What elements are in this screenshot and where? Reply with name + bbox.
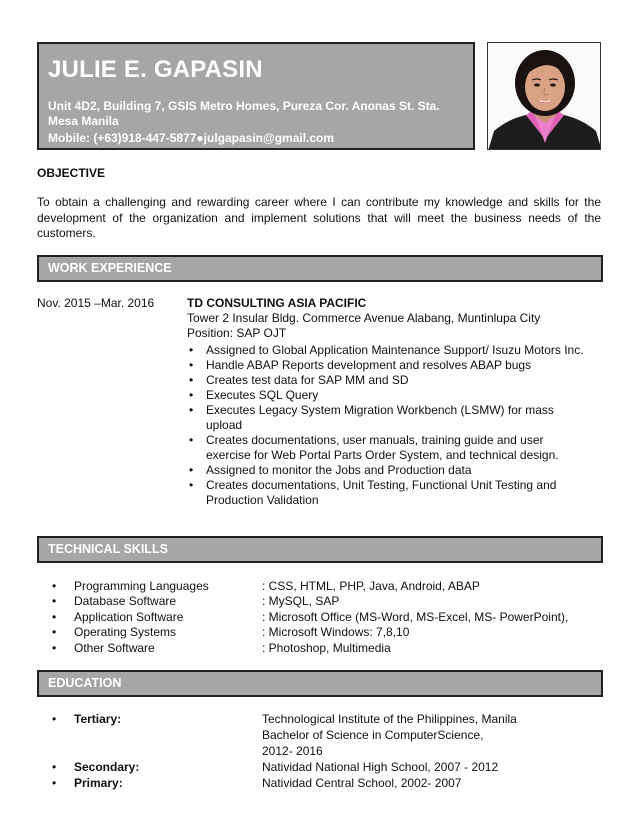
job-entry bbox=[187, 296, 587, 508]
education-header: EDUCATION bbox=[37, 670, 603, 697]
skill-value: : Microsoft Windows: 7,8,10 bbox=[262, 625, 410, 640]
skill-label: Database Software bbox=[74, 594, 177, 609]
bullet-icon: • bbox=[52, 625, 57, 640]
skill-value: : Microsoft Office (MS-Word, MS-Excel, MS- PowerPoint), bbox=[262, 609, 569, 624]
header-box bbox=[37, 42, 475, 150]
education-level: Secondary: bbox=[74, 760, 140, 774]
bullet-icon: • bbox=[52, 712, 57, 726]
job-position: Position: SAP OJT bbox=[187, 326, 287, 340]
list-item: • Assigned to Global Application Maintenance Support/ Isuzu Motors Inc. bbox=[187, 343, 587, 358]
bullet-icon: • bbox=[52, 760, 57, 774]
education-school: Technological Institute of the Philippines, Manila bbox=[262, 712, 517, 726]
list-item: • Executes Legacy System Migration Workbench (LSMW) for mass upload bbox=[187, 403, 587, 433]
profile-photo bbox=[487, 42, 601, 150]
skill-label: Other Software bbox=[74, 640, 155, 655]
bullet-icon: • bbox=[52, 776, 57, 790]
objective-text: To obtain a challenging and rewarding career where I can contribute my knowledge and skills for the development of the organization and implement solutions that will meet the business needs of the customers. bbox=[37, 195, 601, 240]
bullet-icon: • bbox=[52, 609, 57, 624]
work-experience-header: WORK EXPERIENCE bbox=[37, 255, 603, 282]
list-item bbox=[52, 594, 612, 609]
list-item: • Creates documentations, user manuals, training guide and user exercise for Web Portal Parts Order System, and technical design. bbox=[187, 433, 587, 463]
company-address: Tower 2 Insular Bldg. Commerce Avenue Alabang, Muntinlupa City bbox=[187, 311, 541, 325]
bullet-icon: • bbox=[52, 579, 57, 593]
list-item: • Creates documentations, Unit Testing, Functional Unit Testing and Production Validation bbox=[187, 478, 587, 508]
list-item: • Creates test data for SAP MM and SD bbox=[187, 373, 587, 388]
list-item: • Handle ABAP Reports development and resolves ABAP bugs bbox=[187, 358, 587, 373]
applicant-address: Unit 4D2, Building 7, GSIS Metro Homes, Pureza Cor. Anonas St. Sta. Mesa Manila bbox=[48, 99, 440, 128]
list-item: • Assigned to monitor the Jobs and Production data bbox=[187, 463, 587, 478]
skill-label: Programming Languages bbox=[74, 579, 209, 593]
objective-title: OBJECTIVE bbox=[37, 166, 106, 180]
applicant-name: JULIE E. GAPASIN bbox=[48, 56, 263, 83]
skill-label: Application Software bbox=[74, 609, 184, 624]
technical-skills-header: TECHNICAL SKILLS bbox=[37, 536, 603, 563]
education-school: Natividad Central School, 2002- 2007 bbox=[262, 776, 462, 790]
skill-value: : MySQL, SAP bbox=[262, 594, 340, 609]
list-item bbox=[52, 775, 612, 791]
bullet-icon: • bbox=[52, 594, 57, 609]
skills-list bbox=[52, 579, 612, 656]
duties-list bbox=[187, 343, 587, 508]
education-list bbox=[52, 711, 612, 791]
skill-value: : CSS, HTML, PHP, Java, Android, ABAP bbox=[262, 579, 480, 593]
list-item bbox=[52, 759, 612, 775]
skill-value: : Photoshop, Multimedia bbox=[262, 640, 391, 655]
education-level: Primary: bbox=[74, 776, 123, 790]
list-item bbox=[52, 610, 612, 625]
skill-label: Operating Systems bbox=[74, 625, 177, 640]
education-level: Tertiary: bbox=[74, 712, 122, 726]
list-item: • Executes SQL Query bbox=[187, 388, 587, 403]
education-school: Natividad National High School, 2007 - 2012 bbox=[262, 760, 499, 774]
work-dates: Nov. 2015 –Mar. 2016 bbox=[37, 296, 155, 310]
bullet-icon: • bbox=[52, 640, 57, 655]
portrait-image bbox=[488, 43, 601, 150]
list-item bbox=[52, 641, 612, 656]
company-name: TD CONSULTING ASIA PACIFIC bbox=[187, 296, 367, 310]
education-years: 2012- 2016 bbox=[262, 744, 323, 758]
list-item bbox=[52, 579, 612, 594]
education-degree: Bachelor of Science in ComputerScience, bbox=[262, 728, 484, 742]
list-item bbox=[52, 711, 612, 759]
list-item bbox=[52, 625, 612, 640]
applicant-contact: Mobile: (+63)918-447-5877●julgapasin@gmail.com bbox=[48, 131, 335, 145]
